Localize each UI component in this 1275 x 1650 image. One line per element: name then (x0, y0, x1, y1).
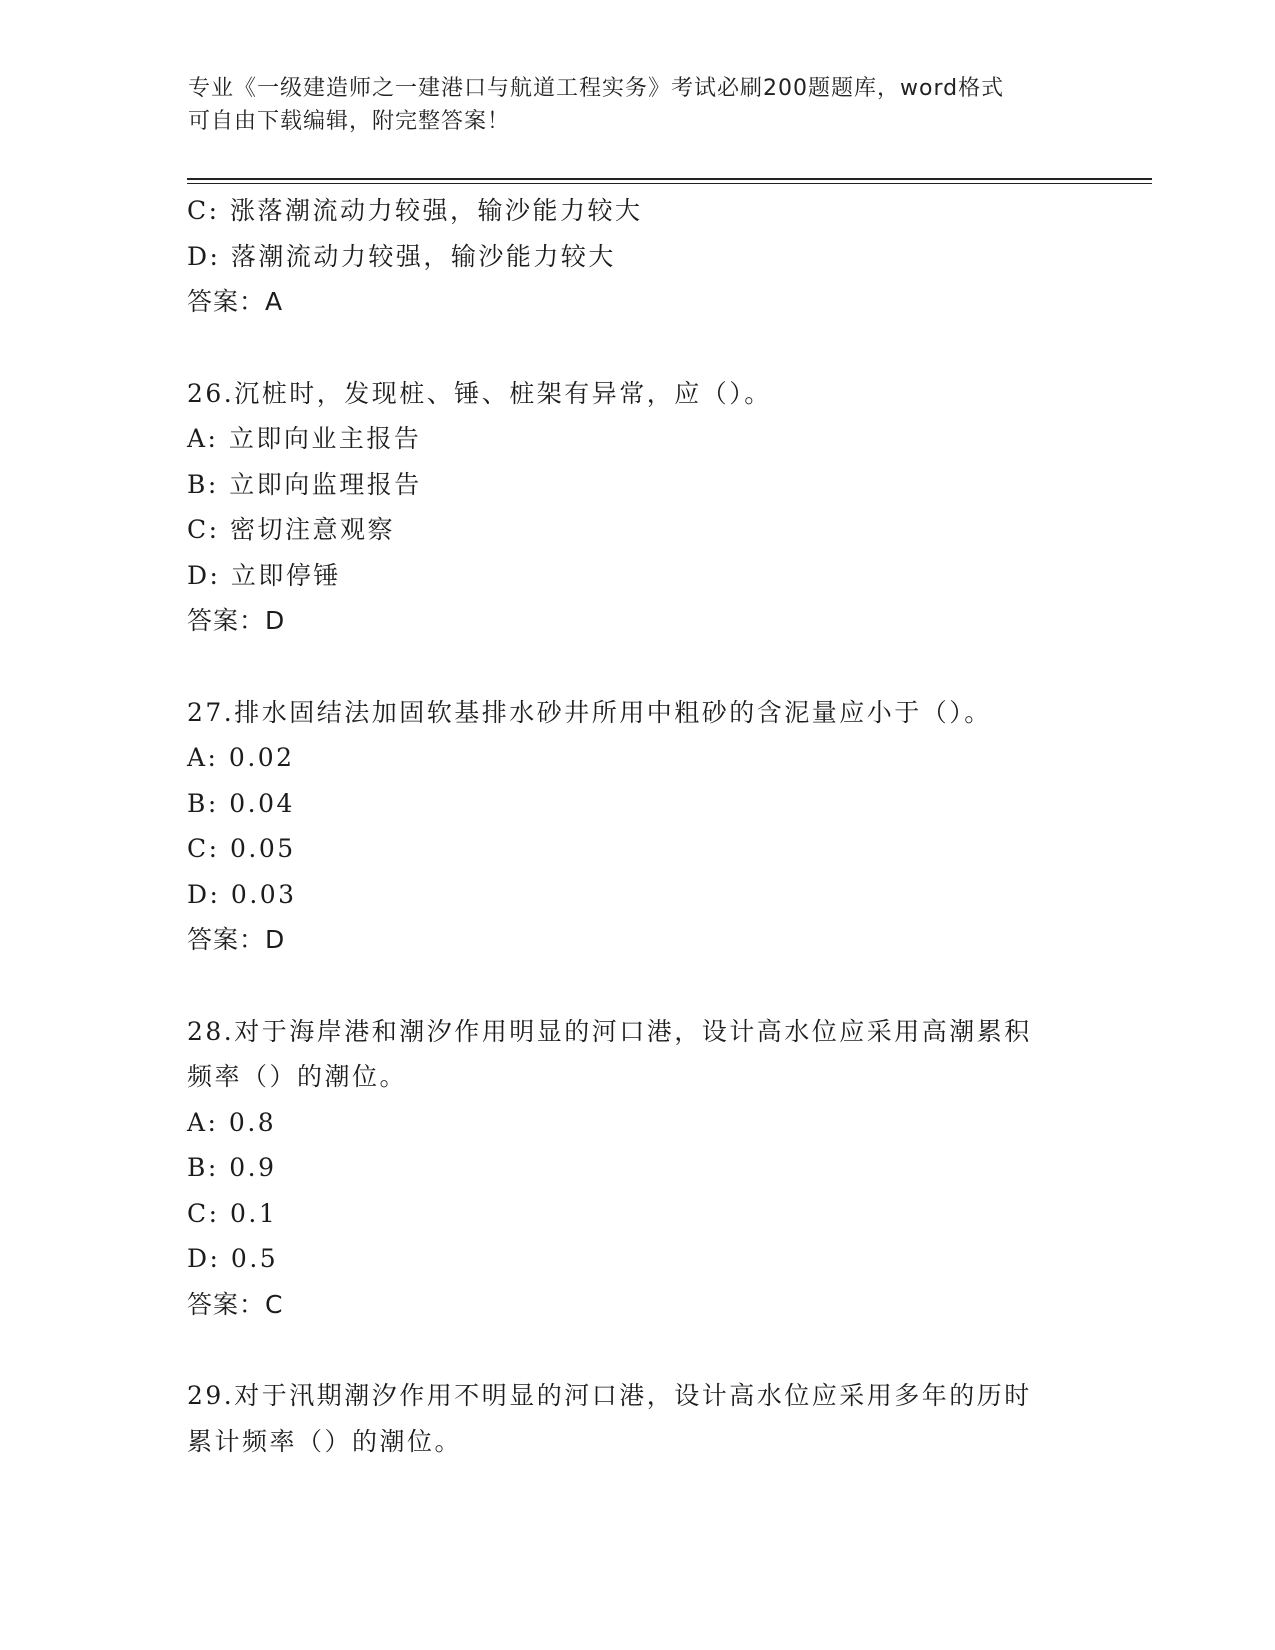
header-title-line-1: 专业《一级建造师之一建港口与航道工程实务》考试必刷200题题库，word格式 (188, 76, 1005, 101)
document-header (188, 72, 1088, 138)
answer-line: 答案：A (187, 287, 284, 316)
option-a: A: 0.02 (187, 743, 295, 772)
question-text: 26.沉桩时，发现桩、锤、桩架有异常，应（）。 (187, 378, 772, 408)
question-27 (187, 690, 1107, 963)
option-c: C: 0.05 (187, 834, 296, 863)
spacer (187, 1327, 1107, 1373)
spacer (187, 644, 1107, 690)
option-d: D: 0.03 (187, 879, 297, 909)
option-c: C: 密切注意观察 (187, 515, 395, 544)
header-divider-bottom (187, 183, 1152, 184)
question-26 (187, 371, 1107, 644)
option-d: D: 0.5 (187, 1244, 279, 1273)
option-b: B: 0.04 (187, 788, 295, 818)
question-text-line-1: 29.对于汛期潮汐作用不明显的河口港，设计高水位应采用多年的历时 (187, 1381, 1032, 1410)
option-d: D: 立即停锤 (187, 560, 341, 590)
spacer (187, 325, 1107, 371)
option-b: B: 0.9 (187, 1153, 277, 1182)
spacer (187, 963, 1107, 1009)
option-c: C: 涨落潮流动力较强，输沙能力较大 (187, 196, 643, 225)
question-text-line-2: 频率（）的潮位。 (187, 1062, 408, 1091)
question-29 (187, 1373, 1107, 1464)
header-divider-top (187, 178, 1152, 180)
header-title-line-2: 可自由下载编辑，附完整答案！ (188, 109, 511, 134)
option-a: A: 0.8 (187, 1107, 277, 1137)
option-d: D: 落潮流动力较强，输沙能力较大 (187, 241, 616, 271)
answer-line: 答案：C (187, 1289, 284, 1319)
question-28 (187, 1009, 1107, 1328)
answer-line: 答案：D (187, 925, 286, 954)
option-a: A: 立即向业主报告 (187, 424, 422, 453)
question-25-tail (187, 188, 1107, 325)
answer-line: 答案：D (187, 606, 286, 635)
question-list (187, 188, 1107, 1464)
question-text-line-2: 累计频率（）的潮位。 (187, 1426, 463, 1456)
option-c: C: 0.1 (187, 1198, 278, 1228)
question-text: 27.排水固结法加固软基排水砂井所用中粗砂的含泥量应小于（）。 (187, 697, 992, 727)
option-b: B: 立即向监理报告 (187, 469, 422, 499)
question-text-line-1: 28.对于海岸港和潮汐作用明显的河口港，设计高水位应采用高潮累积 (187, 1016, 1032, 1046)
